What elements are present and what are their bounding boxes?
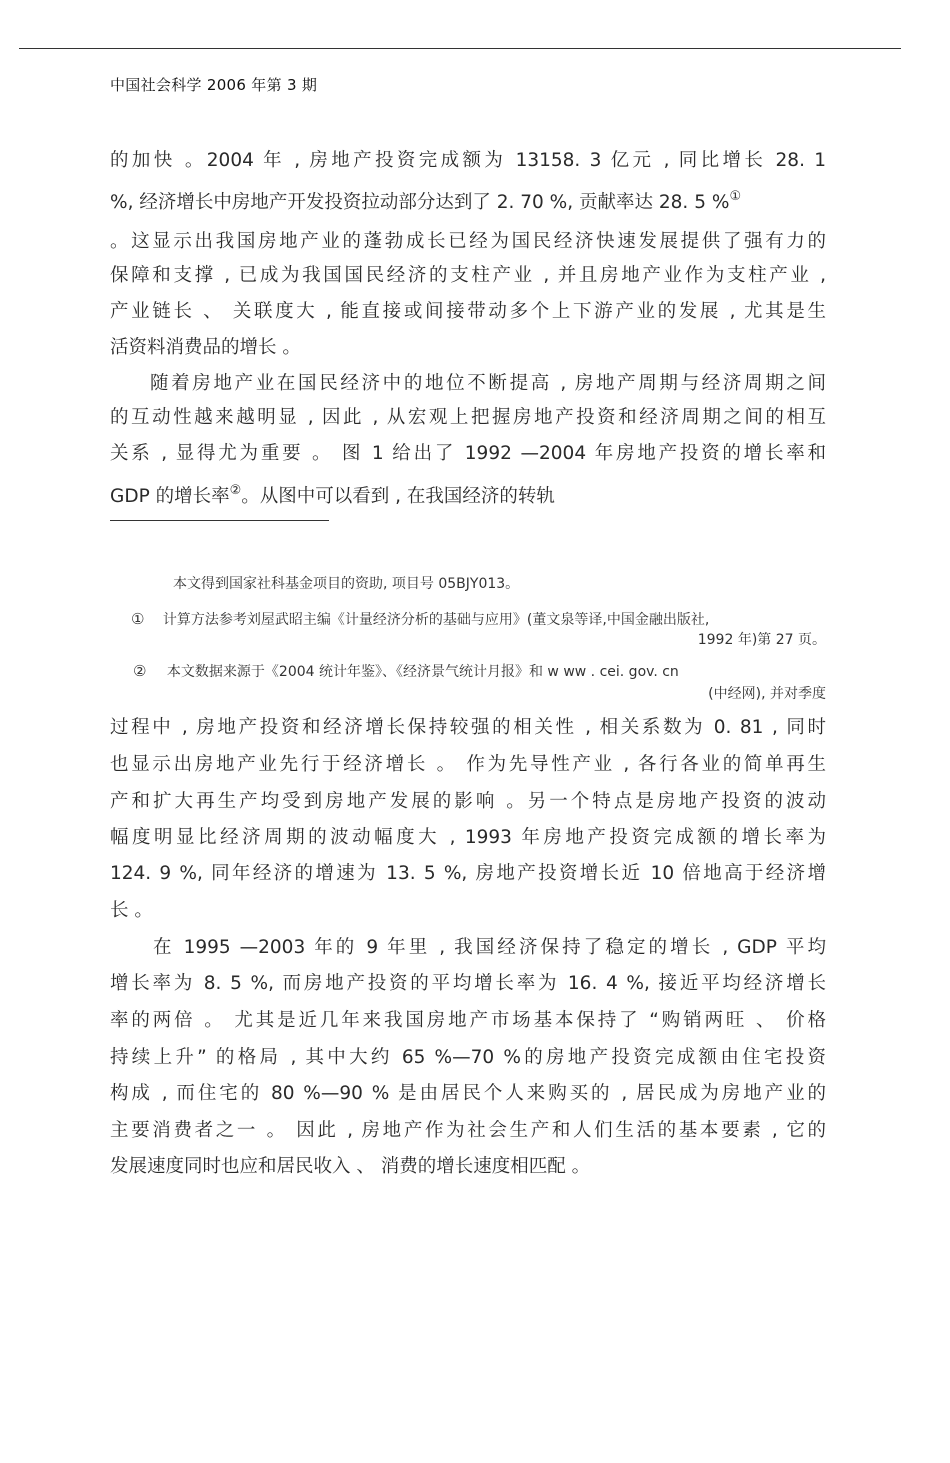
para3-line1: 过程中 , 房地产投资和经济增长保持较强的相关性 , 相关系数为 0. 81 , 同时 xyxy=(110,717,826,738)
para2-line2: 的互动性越来越明显 , 因此 , 从宏观上把握房地产投资和经济周期之间的相互 xyxy=(110,407,826,428)
footnote-rule xyxy=(110,520,329,521)
footnote-1-cont: 1992 年)第 27 页。 xyxy=(697,632,826,648)
para1-line4: 保障和支撑 , 已成为我国国民经济的支柱产业 , 并且房地产业作为支柱产业 , xyxy=(110,265,826,286)
para3-line5: 124. 9 %, 同年经济的增速为 13. 5 %, 房地产投资增长近 10 倍地高于经济增 xyxy=(110,863,826,884)
para4-line6: 主要消费者之一 。 因此 , 房地产作为社会生产和人们生活的基本要素 , 它的 xyxy=(110,1120,826,1141)
footnote-2-text: 本文数据来源于《2004 统计年鉴》、《经济景气统计月报》和 w ww . cei. gov. cn xyxy=(166,664,679,680)
funding-note: 本文得到国家社科基金项目的资助, 项目号 05BJY013。 xyxy=(173,576,520,592)
para4-line4: 持续上升” 的格局 , 其中大约 65 %—70 %的房地产投资完成额由住宅投资 xyxy=(110,1047,826,1068)
para3-line3: 产和扩大再生产均受到房地产发展的影响 。另一个特点是房地产投资的波动 xyxy=(110,791,826,812)
footnote-1-text: 计算方法参考刘屋武昭主编《计量经济分析的基础与应用》(董文泉等译,中国金融出版社, xyxy=(162,612,710,628)
para1-line1: 的加快 。2004 年 , 房地产投资完成额为 13158. 3 亿元 , 同比增长 28. 1 xyxy=(110,150,826,171)
journal-header: 中国社会科学 2006 年第 3 期 xyxy=(110,76,318,94)
para2-line4-text: GDP 的增长率 xyxy=(110,486,230,507)
header-rule xyxy=(19,48,901,49)
footnote-2 xyxy=(133,662,679,681)
footnote-1-mark: ① xyxy=(131,610,145,628)
footnote-ref-2: ② xyxy=(229,483,242,498)
footnote-1 xyxy=(131,610,709,629)
para4-line2: 增长率为 8. 5 %, 而房地产投资的平均增长率为 16. 4 %, 接近平均经济增长 xyxy=(110,973,826,994)
para2-line4 xyxy=(110,483,826,510)
para4-line7: 发展速度同时也应和居民收入 、 消费的增长速度相匹配 。 xyxy=(110,1156,591,1177)
footnote-ref-1: ① xyxy=(729,189,742,204)
para3-line4: 幅度明显比经济周期的波动幅度大 , 1993 年房地产投资完成额的增长率为 xyxy=(110,827,826,848)
para3-line2: 也显示出房地产业先行于经济增长 。 作为先导性产业 , 各行各业的简单再生 xyxy=(110,754,826,775)
para2-line1: 随着房地产业在国民经济中的地位不断提高 , 房地产周期与经济周期之间 xyxy=(150,373,826,394)
para4-line5: 构成 , 而住宅的 80 %—90 % 是由居民个人来购买的 , 居民成为房地产业的 xyxy=(110,1083,826,1104)
para3-line6: 长 。 xyxy=(110,900,153,921)
para4-line1: 在 1995 —2003 年的 9 年里 , 我国经济保持了稳定的增长 , GDP 平均 xyxy=(153,937,826,958)
para2-line3: 关系 , 显得尤为重要 。 图 1 给出了 1992 —2004 年房地产投资的增长率和 xyxy=(110,443,826,464)
footnote-2-cont: (中经网), 并对季度 xyxy=(708,686,826,702)
para1-line5: 产业链长 、 关联度大 , 能直接或间接带动多个上下游产业的发展 , 尤其是生 xyxy=(110,301,826,322)
para1-line2 xyxy=(110,189,826,216)
footnote-2-mark: ② xyxy=(133,662,147,680)
para2-line4-tail: 。从图中可以看到 , 在我国经济的转轨 xyxy=(241,486,555,507)
para1-line2-text: %, 经济增长中房地产开发投资拉动部分达到了 2. 70 %, 贡献率达 28. 5 % xyxy=(110,192,730,213)
para1-line6: 活资料消费品的增长 。 xyxy=(110,337,301,358)
para1-line3: 。这显示出我国房地产业的蓬勃成长已经为国民经济快速发展提供了强有力的 xyxy=(110,231,826,252)
para4-line3: 率的两倍 。 尤其是近几年来我国房地产市场基本保持了 “购销两旺 、 价格 xyxy=(110,1010,826,1031)
